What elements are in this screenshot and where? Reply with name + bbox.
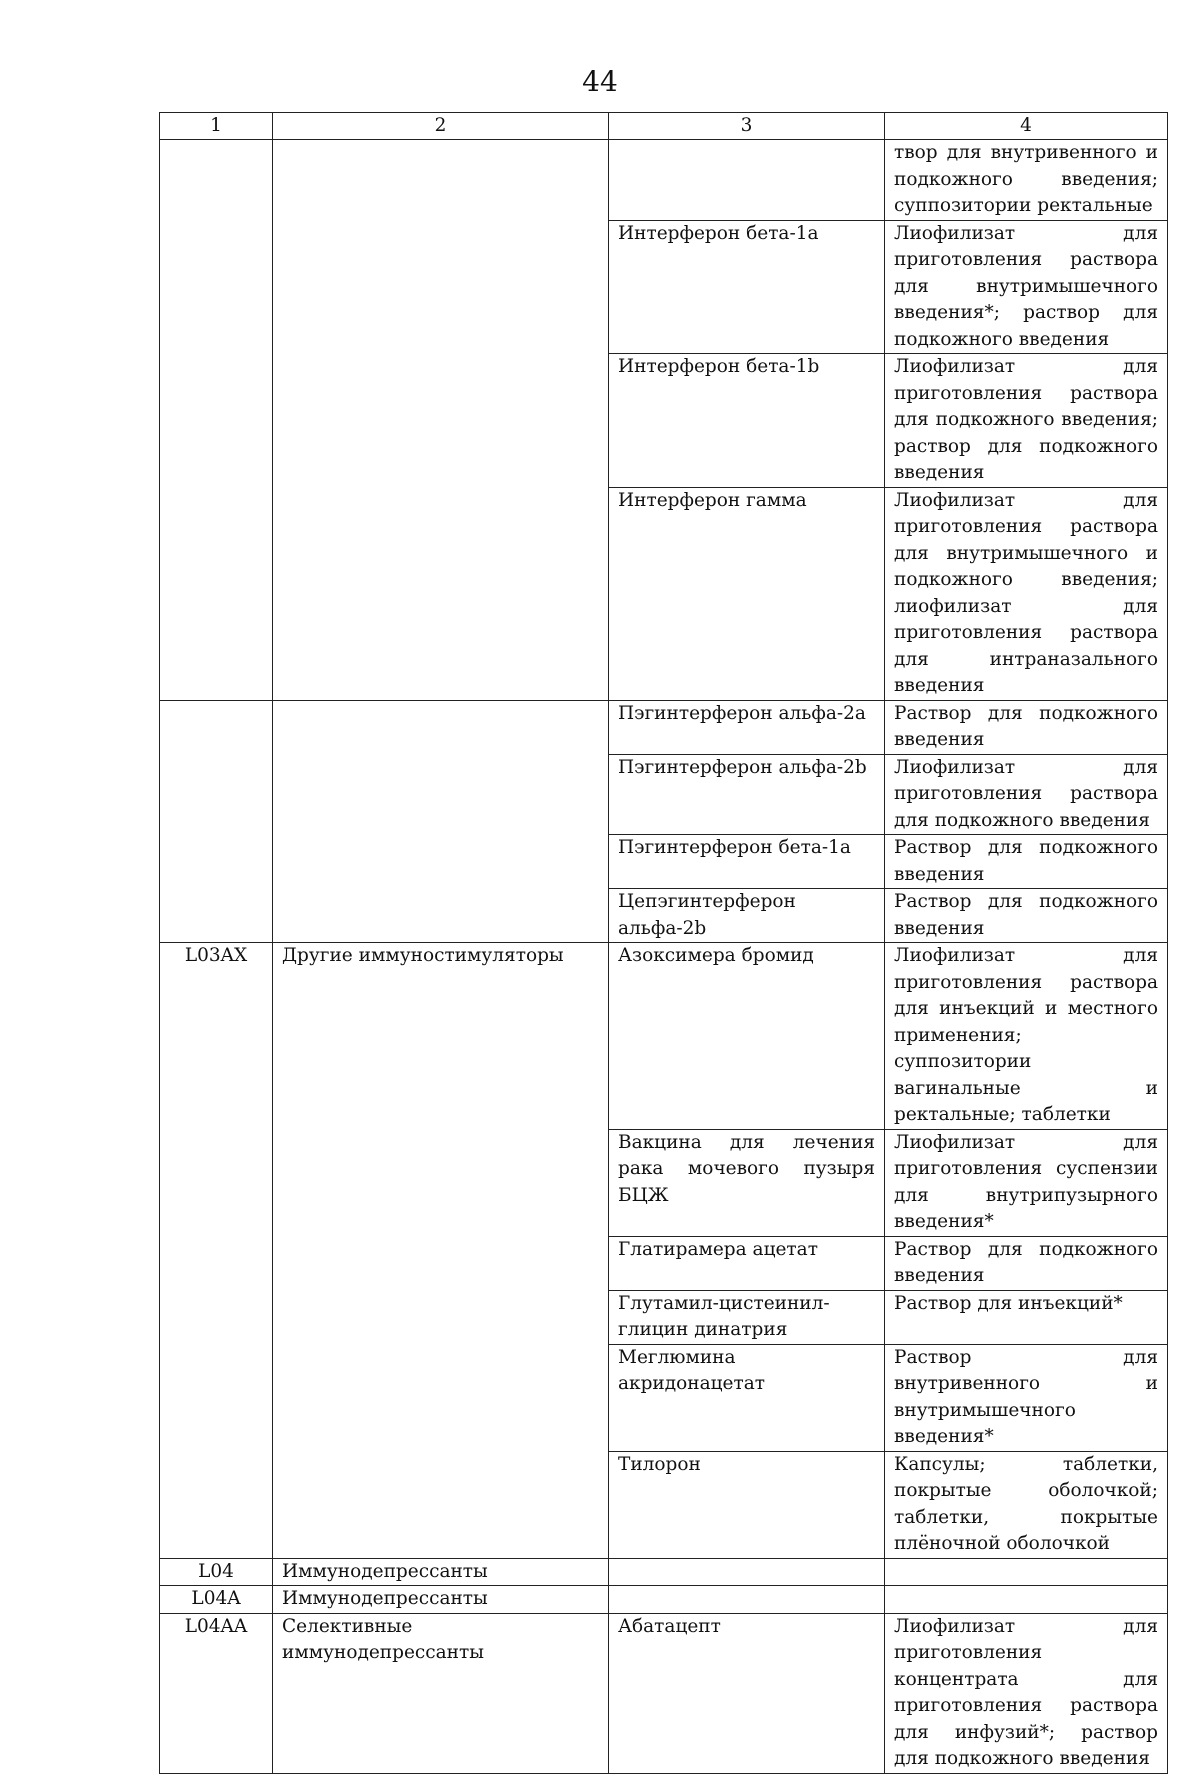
dosage-forms-cell: Раствор для подкожного введения <box>885 700 1168 754</box>
dosage-forms-cell <box>885 1586 1168 1614</box>
dosage-forms-cell: Раствор для подкожного введения <box>885 889 1168 943</box>
dosage-forms-cell: Лиофилизат для приготовления раствора для инъекций и местного применения; суппозитории вагинальные и ректальные; таблетки <box>885 943 1168 1130</box>
dosage-forms-cell: Раствор для инъекций* <box>885 1290 1168 1344</box>
drug-name-cell: Пэгинтерферон альфа-2a <box>609 700 885 754</box>
group-name-cell: Селективные иммунодепрессанты <box>273 1613 609 1773</box>
atc-code-cell: L03AX <box>160 943 273 1559</box>
drug-name-cell: Меглюмина акридонацетат <box>609 1344 885 1451</box>
drug-name-cell: Цепэгинтерферон альфа-2b <box>609 889 885 943</box>
table-row <box>160 1558 1168 1586</box>
drug-name-cell <box>609 1558 885 1586</box>
drug-name-cell: Глатирамера ацетат <box>609 1236 885 1290</box>
drug-name-cell: Интерферон бета-1a <box>609 220 885 354</box>
drug-name-cell: Интерферон гамма <box>609 487 885 700</box>
group-name-cell <box>273 140 609 701</box>
table-row <box>160 943 1168 1130</box>
group-name-cell: Иммунодепрессанты <box>273 1558 609 1586</box>
atc-code-cell <box>160 700 273 943</box>
dosage-forms-cell: Капсулы; таблетки, покрытые оболочкой; таблетки, покрытые плёночной оболочкой <box>885 1451 1168 1558</box>
table-header-row <box>160 113 1168 140</box>
atc-code-cell: L04A <box>160 1586 273 1614</box>
dosage-forms-cell: Лиофилизат для приготовления раствора для внутримышечного введения*; раствор для подкожного введения <box>885 220 1168 354</box>
drug-name-cell: Пэгинтерферон альфа-2b <box>609 754 885 835</box>
group-name-cell: Другие иммуностимуляторы <box>273 943 609 1559</box>
dosage-forms-cell: Лиофилизат для приготовления раствора для внутримышечного и подкожного введения; лиофилизат для приготовления раствора для интраназального введения <box>885 487 1168 700</box>
drug-name-cell: Интерферон бета-1b <box>609 354 885 488</box>
group-name-cell <box>273 700 609 943</box>
header-col-2: 2 <box>273 113 609 140</box>
atc-code-cell: L04AA <box>160 1613 273 1773</box>
drug-name-cell: Пэгинтерферон бета-1a <box>609 835 885 889</box>
dosage-forms-cell: Лиофилизат для приготовления раствора для подкожного введения; раствор для подкожного введения <box>885 354 1168 488</box>
dosage-forms-cell: Лиофилизат для приготовления концентрата для приготовления раствора для инфузий*; раствор для подкожного введения <box>885 1613 1168 1773</box>
drug-name-cell: Глутамил-цистеинил-глицин динатрия <box>609 1290 885 1344</box>
atc-code-cell: L04 <box>160 1558 273 1586</box>
dosage-forms-cell: Лиофилизат для приготовления раствора для подкожного введения <box>885 754 1168 835</box>
dosage-forms-cell <box>885 1558 1168 1586</box>
medication-table <box>159 112 1168 1774</box>
drug-name-cell <box>609 1586 885 1614</box>
table-row <box>160 700 1168 754</box>
dosage-forms-cell: Раствор для внутривенного и внутримышечного введения* <box>885 1344 1168 1451</box>
drug-name-cell: Вакцина для лечения рака мочевого пузыря БЦЖ <box>609 1129 885 1236</box>
drug-name-cell: Тилорон <box>609 1451 885 1558</box>
table-row <box>160 1613 1168 1773</box>
table-row <box>160 140 1168 221</box>
dosage-forms-cell: Лиофилизат для приготовления суспензии для внутрипузырного введения* <box>885 1129 1168 1236</box>
header-col-3: 3 <box>609 113 885 140</box>
header-col-4: 4 <box>885 113 1168 140</box>
dosage-forms-cell: Раствор для подкожного введения <box>885 1236 1168 1290</box>
header-col-1: 1 <box>160 113 273 140</box>
page-number: 44 <box>582 65 618 98</box>
group-name-cell: Иммунодепрессанты <box>273 1586 609 1614</box>
table-row <box>160 1586 1168 1614</box>
dosage-forms-cell: твор для внутривенного и подкожного введения; суппозитории ректальные <box>885 140 1168 221</box>
drug-name-cell: Абатацепт <box>609 1613 885 1773</box>
dosage-forms-cell: Раствор для подкожного введения <box>885 835 1168 889</box>
drug-name-cell: Азоксимера бромид <box>609 943 885 1130</box>
atc-code-cell <box>160 140 273 701</box>
drug-name-cell <box>609 140 885 221</box>
